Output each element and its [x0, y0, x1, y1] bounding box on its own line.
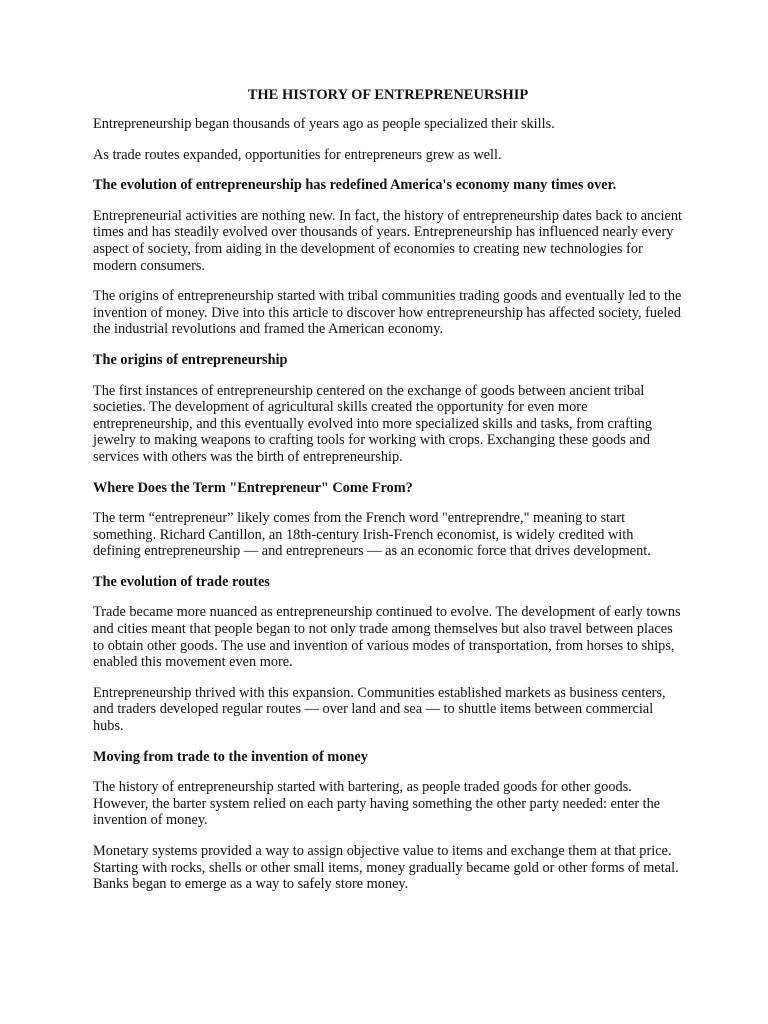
- document-page: [93, 86, 683, 907]
- body-paragraph: The origins of entrepreneurship started with tribal communities trading goods and eventually led to the invention of money. Dive into this article to discover how entrepreneurship has affected society, fueled the industrial revolutions and framed the American economy.: [93, 288, 682, 338]
- body-paragraph: The first instances of entrepreneurship centered on the exchange of goods between ancient tribal societies. The development of agricultural skills created the opportunity for even more entrepreneurship, and this eventually evolved into more specialized skills and tasks, from crafting jewelry to making weapons to crafting tools for working with crops. Exchanging these goods and services with others was the birth of entrepreneurship.: [93, 382, 653, 465]
- body-paragraph: Entrepreneurship thrived with this expansion. Communities established markets as business centers, and traders developed regular routes — over land and sea — to shuttle items between commercial hubs.: [93, 684, 666, 735]
- intro-paragraph-2: As trade routes expanded, opportunities for entrepreneurs grew as well.: [93, 146, 502, 163]
- section-heading-origins: The origins of entrepreneurship: [93, 351, 288, 368]
- body-paragraph: Monetary systems provided a way to assign objective value to items and exchange them at that price. Starting with rocks, shells or other small items, money gradually became gold or other forms of metal. Banks began to emerge as a way to safely store money.: [93, 843, 679, 893]
- section-heading-trade-routes: The evolution of trade routes: [93, 573, 270, 590]
- intro-paragraph-1: Entrepreneurship began thousands of years ago as people specialized their skills.: [93, 116, 555, 132]
- body-paragraph: Entrepreneurial activities are nothing new. In fact, the history of entrepreneurship dates back to ancient times and has steadily evolved over thousands of years. Entrepreneurship has influenced nearly every aspect of society, from aiding in the development of economies to creating new technologies for modern consumers.: [93, 207, 682, 274]
- section-heading-money: Moving from trade to the invention of money: [93, 748, 368, 765]
- section-heading-evolution: The evolution of entrepreneurship has redefined America's economy many times over.: [93, 177, 617, 194]
- body-paragraph: Trade became more nuanced as entrepreneurship continued to evolve. The development of early towns and cities meant that people began to not only trade among themselves but also travel between places to obtain other goods. The use and invention of various modes of transportation, from horses to ships, enabled this movement even more.: [93, 604, 681, 671]
- body-paragraph: The term “entrepreneur” likely comes from the French word "entreprendre," meaning to start something. Richard Cantillon, an 18th-century Irish-French economist, is widely credited with defining entrepreneurship — and entrepreneurs — as an economic force that drives development.: [93, 510, 651, 560]
- document-title: THE HISTORY OF ENTREPRENEURSHIP: [247, 87, 529, 103]
- section-heading-term: Where Does the Term "Entrepreneur" Come From?: [93, 479, 413, 496]
- body-paragraph: The history of entrepreneurship started with bartering, as people traded goods for other goods. However, the barter system relied on each party having something the other party needed: enter the invention of money.: [93, 779, 661, 829]
